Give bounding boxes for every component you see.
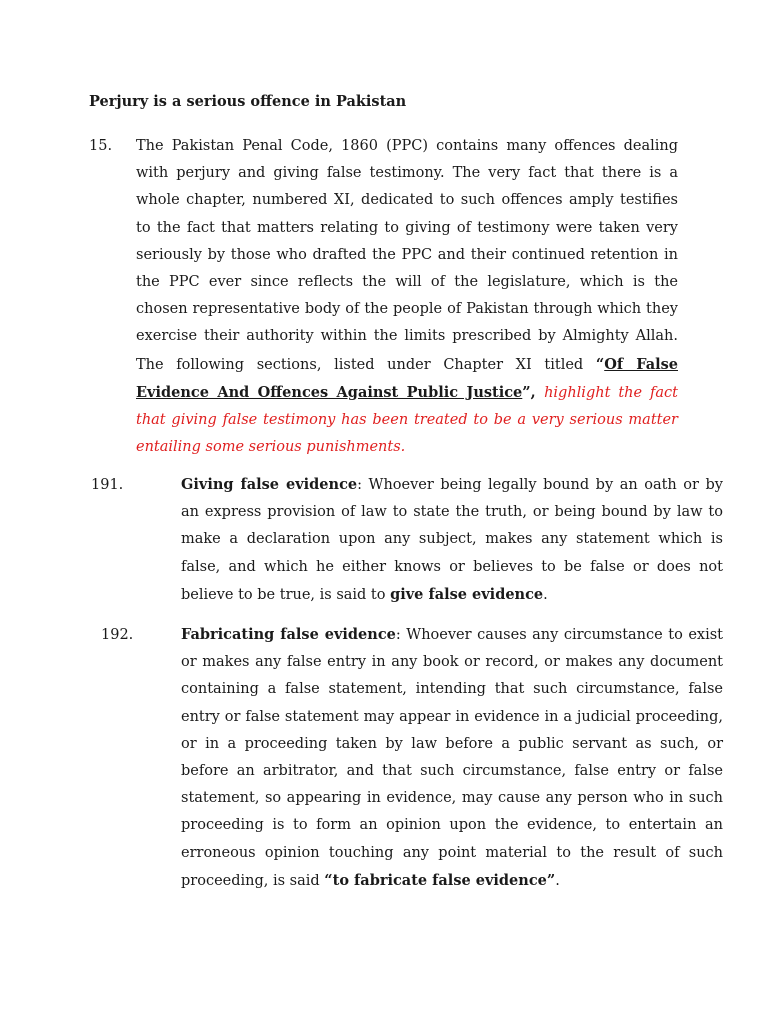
quote-close: ” [546, 871, 556, 889]
section-title: Fabricating false evidence [181, 626, 396, 643]
chapter-title: Of False Evidence And Offences Against Public Justice [136, 355, 678, 401]
quote-open: “ [324, 871, 333, 889]
section-heading: Perjury is a serious offence in Pakistan [89, 93, 407, 110]
defined-term: give false evidence [390, 585, 544, 603]
section-number: 192. [101, 627, 134, 643]
section-191 [91, 471, 723, 609]
section-title: Giving false evidence [181, 476, 358, 493]
section-text: : Whoever being legally bound by an oath or by an express provision of law to state the truth, or being bound by law to make a declaration upon any subject, makes any statement which is false, and which he either knows or believes to be false or does not believe to be true, is said to [181, 477, 723, 603]
paragraph-text: The Pakistan Penal Code, 1860 (PPC) contains many offences dealing with perjury and giving false testimony. The very fact that there is a whole chapter, numbered XI, dedicated to such offences amply testifies to the fact that matters relating to giving of testimony were taken very seriously by those who drafted the PPC and their continued retention in the PPC ever since reflects the will of the legislature, which is the chosen representative body of the people of Pakistan through which they exercise their authority within the limits prescribed by Almighty Allah. The following sections, listed under Chapter XI titled [136, 138, 678, 373]
quote-close: ”, [522, 383, 545, 401]
paragraph-number: 15. [89, 138, 113, 154]
quote-open: “ [595, 355, 605, 373]
section-text: : Whoever causes any circumstance to exist or makes any false entry in any book or record, or makes any document containing a false statement, intending that such circumstance, false entry or false statement may appear in evidence in a judicial proceeding, or in a proceeding taken by law before a public servant as such, or before an arbitrator, and that such circumstance, false entry or false statement, so appearing in evidence, may cause any person who in such proceeding is to form an opinion upon the evidence, to entertain an erroneous opinion touching any point material to the result of such proceeding, is said [181, 627, 723, 889]
section-end: . [543, 586, 548, 603]
highlighted-text: highlight the fact that giving false testimony has been treated to be a very serious matter entailing some serious punishments [136, 384, 679, 456]
section-192 [101, 621, 723, 895]
defined-term: to fabricate false evidence [332, 871, 547, 889]
paragraph-15 [136, 133, 678, 461]
section-end: . [555, 872, 560, 889]
highlight-end: . [400, 439, 406, 456]
section-number: 191. [91, 477, 124, 493]
